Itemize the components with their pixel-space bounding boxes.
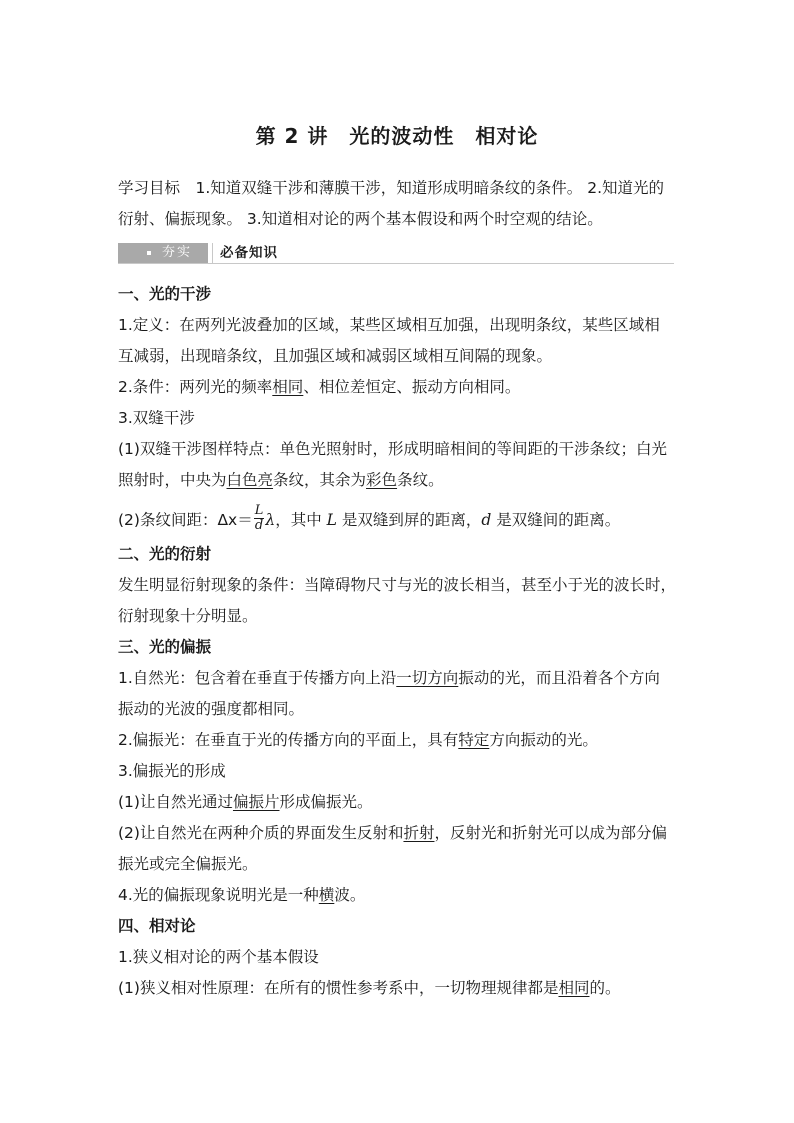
learning-goals-line-1: 学习目标 1.知道双缝干涉和薄膜干涉，知道形成明暗条纹的条件。 2.知道光的: [118, 179, 665, 197]
paragraph-line: 振动的光波的强度都相同。: [118, 700, 305, 718]
answer-underlined: 彩色: [366, 471, 398, 489]
section-banner: [118, 243, 674, 264]
answer-underlined: 横: [318, 886, 335, 904]
paragraph-line: 衍射现象十分明显。: [118, 607, 258, 625]
section-heading-relativity: 四、相对论: [118, 917, 196, 935]
learning-goals-label: 学习目标: [118, 179, 181, 197]
paragraph-line: 振光或完全偏振光。: [118, 855, 258, 873]
answer-underlined: 白色亮: [226, 471, 274, 489]
paragraph-line: 发生明显衍射现象的条件：当障碍物尺寸与光的波长相当，甚至小于光的波长时，: [118, 576, 677, 594]
paragraph-line: 3.偏振光的形成: [118, 762, 226, 780]
section-heading-diffraction: 二、光的衍射: [118, 545, 212, 563]
paragraph-line: 照射时，中央为白色亮条纹，其余为彩色条纹。: [118, 471, 444, 489]
learning-goals-line-2: 衍射、偏振现象。 3.知道相对论的两个基本假设和两个时空观的结论。: [118, 210, 603, 228]
paragraph-line: (1)让自然光通过偏振片形成偏振光。: [118, 793, 373, 811]
fraction-denominator: d: [254, 518, 264, 533]
banner-tag-text: 夯实: [162, 245, 193, 260]
banner-divider: [212, 243, 213, 263]
paragraph-line: 互减弱，出现暗条纹，且加强区域和减弱区域相互间隔的现象。: [118, 347, 553, 365]
answer-underlined: 一切方向: [396, 669, 459, 687]
paragraph-line: (1)狭义相对性原理：在所有的惯性参考系中，一切物理规律都是相同的。: [118, 979, 621, 997]
answer-underlined: 特定: [458, 731, 490, 749]
answer-underlined: 偏振片: [232, 793, 280, 811]
paragraph-line: 3.双缝干涉: [118, 409, 195, 427]
square-bullet-icon: [147, 251, 151, 255]
paragraph-line: 4.光的偏振现象说明光是一种横波。: [118, 886, 366, 904]
page-title: 第 2 讲 光的波动性 相对论: [255, 124, 539, 148]
paragraph-line: 1.自然光：包含着在垂直于传播方向上沿一切方向振动的光，而且沿着各个方向: [118, 669, 660, 687]
section-heading-polarization: 三、光的偏振: [118, 638, 212, 656]
answer-underlined: 折射: [403, 824, 435, 842]
paragraph-line: 2.条件：两列光的频率相同、相位差恒定、振动方向相同。: [118, 378, 521, 396]
paragraph-line: 1.狭义相对论的两个基本假设: [118, 948, 319, 966]
paragraph-line: 2.偏振光：在垂直于光的传播方向的平面上，具有特定方向振动的光。: [118, 731, 598, 749]
banner-tag: [118, 243, 208, 263]
lambda-symbol: λ: [265, 511, 276, 529]
paragraph-line: (1)双缝干涉图样特点：单色光照射时，形成明暗相间的等间距的干涉条纹；白光: [118, 440, 667, 458]
paragraph-line: 1.定义：在两列光波叠加的区域，某些区域相互加强，出现明条纹，某些区域相: [118, 316, 660, 334]
fraction: [254, 504, 265, 533]
answer-underlined: 相同: [272, 378, 304, 396]
formula-line: (2)条纹间距：Δx＝ $\frac{L}{d}$ λ，其中 L 是双缝到屏的距离，d 是双缝间的距离。: [118, 503, 621, 533]
section-heading-interference: 一、光的干涉: [118, 285, 212, 303]
paragraph-line: (2)让自然光在两种介质的界面发生反射和折射，反射光和折射光可以成为部分偏: [118, 824, 667, 842]
fraction-numerator: L: [254, 503, 264, 518]
answer-underlined: 相同: [558, 979, 590, 997]
banner-label: 必备知识: [220, 245, 278, 261]
